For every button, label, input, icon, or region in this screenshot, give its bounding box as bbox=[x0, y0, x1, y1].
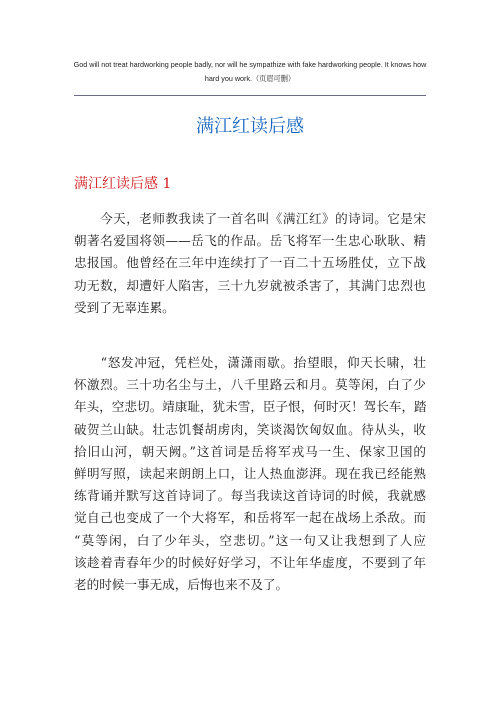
paragraph-line: “怒发冲冠，凭栏处，潇潇雨歇。抬望眼，仰天长啸，壮 bbox=[74, 355, 426, 370]
paragraph-line: 该趁着青春年少的时候好好学习，不让年华虚度，不要到了年 bbox=[74, 554, 426, 570]
paragraph-line: 练背诵并默写这首诗词了。每当我读这首诗词的时候，我就感 bbox=[74, 488, 426, 504]
paragraph-line: 年头，空悲切。靖康耻，犹未雪，臣子恨，何时灭！驾长车，踏 bbox=[74, 399, 427, 415]
paragraph-line: 破贺兰山缺。壮志饥餐胡虏肉，笑谈渴饮匈奴血。待从头，收 bbox=[74, 421, 426, 437]
paragraph-1 bbox=[74, 208, 426, 319]
section-title: 满江红读后感 1 bbox=[74, 176, 172, 192]
paragraph-line: 觉自己也变成了一个大将军，和岳将军一起在战场上杀敌。而 bbox=[74, 510, 426, 526]
header-line-1: God will not treat hardworking people badly, nor will he sympathize with fake hardworking people. It knows how bbox=[73, 60, 427, 69]
paragraph-line: 受到了无辜连累。 bbox=[74, 299, 175, 315]
paragraph-line: 朝著名爱国将领——岳飞的作品。岳飞将军一生忠心耿耿、精 bbox=[74, 233, 426, 249]
paragraph-2 bbox=[74, 352, 426, 596]
page-header bbox=[70, 58, 430, 86]
document-title: 满江红读后感 bbox=[196, 116, 304, 137]
paragraph-line: 老的时候一事无成，后悔也来不及了。 bbox=[74, 577, 289, 593]
paragraph-line: 怀激烈。三十功名尘与土，八千里路云和月。莫等闲，白了少 bbox=[74, 377, 426, 393]
header-divider bbox=[74, 95, 426, 96]
paragraph-line: 功无数，却遭奸人陷害，三十九岁就被杀害了，其满门忠烈也 bbox=[74, 277, 426, 293]
paragraph-line: 忠报国。他曾经在三年中连续打了一百二十五场胜仗，立下战 bbox=[74, 255, 426, 271]
paragraph-line: 今天，老师教我读了一首名叫《满江红》的诗词。它是宋 bbox=[74, 211, 426, 226]
paragraph-line: 鲜明写照，读起来朗朗上口，让人热血澎湃。现在我已经能熟 bbox=[74, 466, 426, 482]
paragraph-line: 拾旧山河，朝天阙。”这首词是岳将军戎马一生、保家卫国的 bbox=[74, 443, 426, 459]
paragraph-line: “莫等闲，白了少年头，空悲切。”这一句又让我想到了人应 bbox=[74, 532, 426, 548]
header-line-2: hard you work.（页眉可删） bbox=[204, 74, 296, 83]
